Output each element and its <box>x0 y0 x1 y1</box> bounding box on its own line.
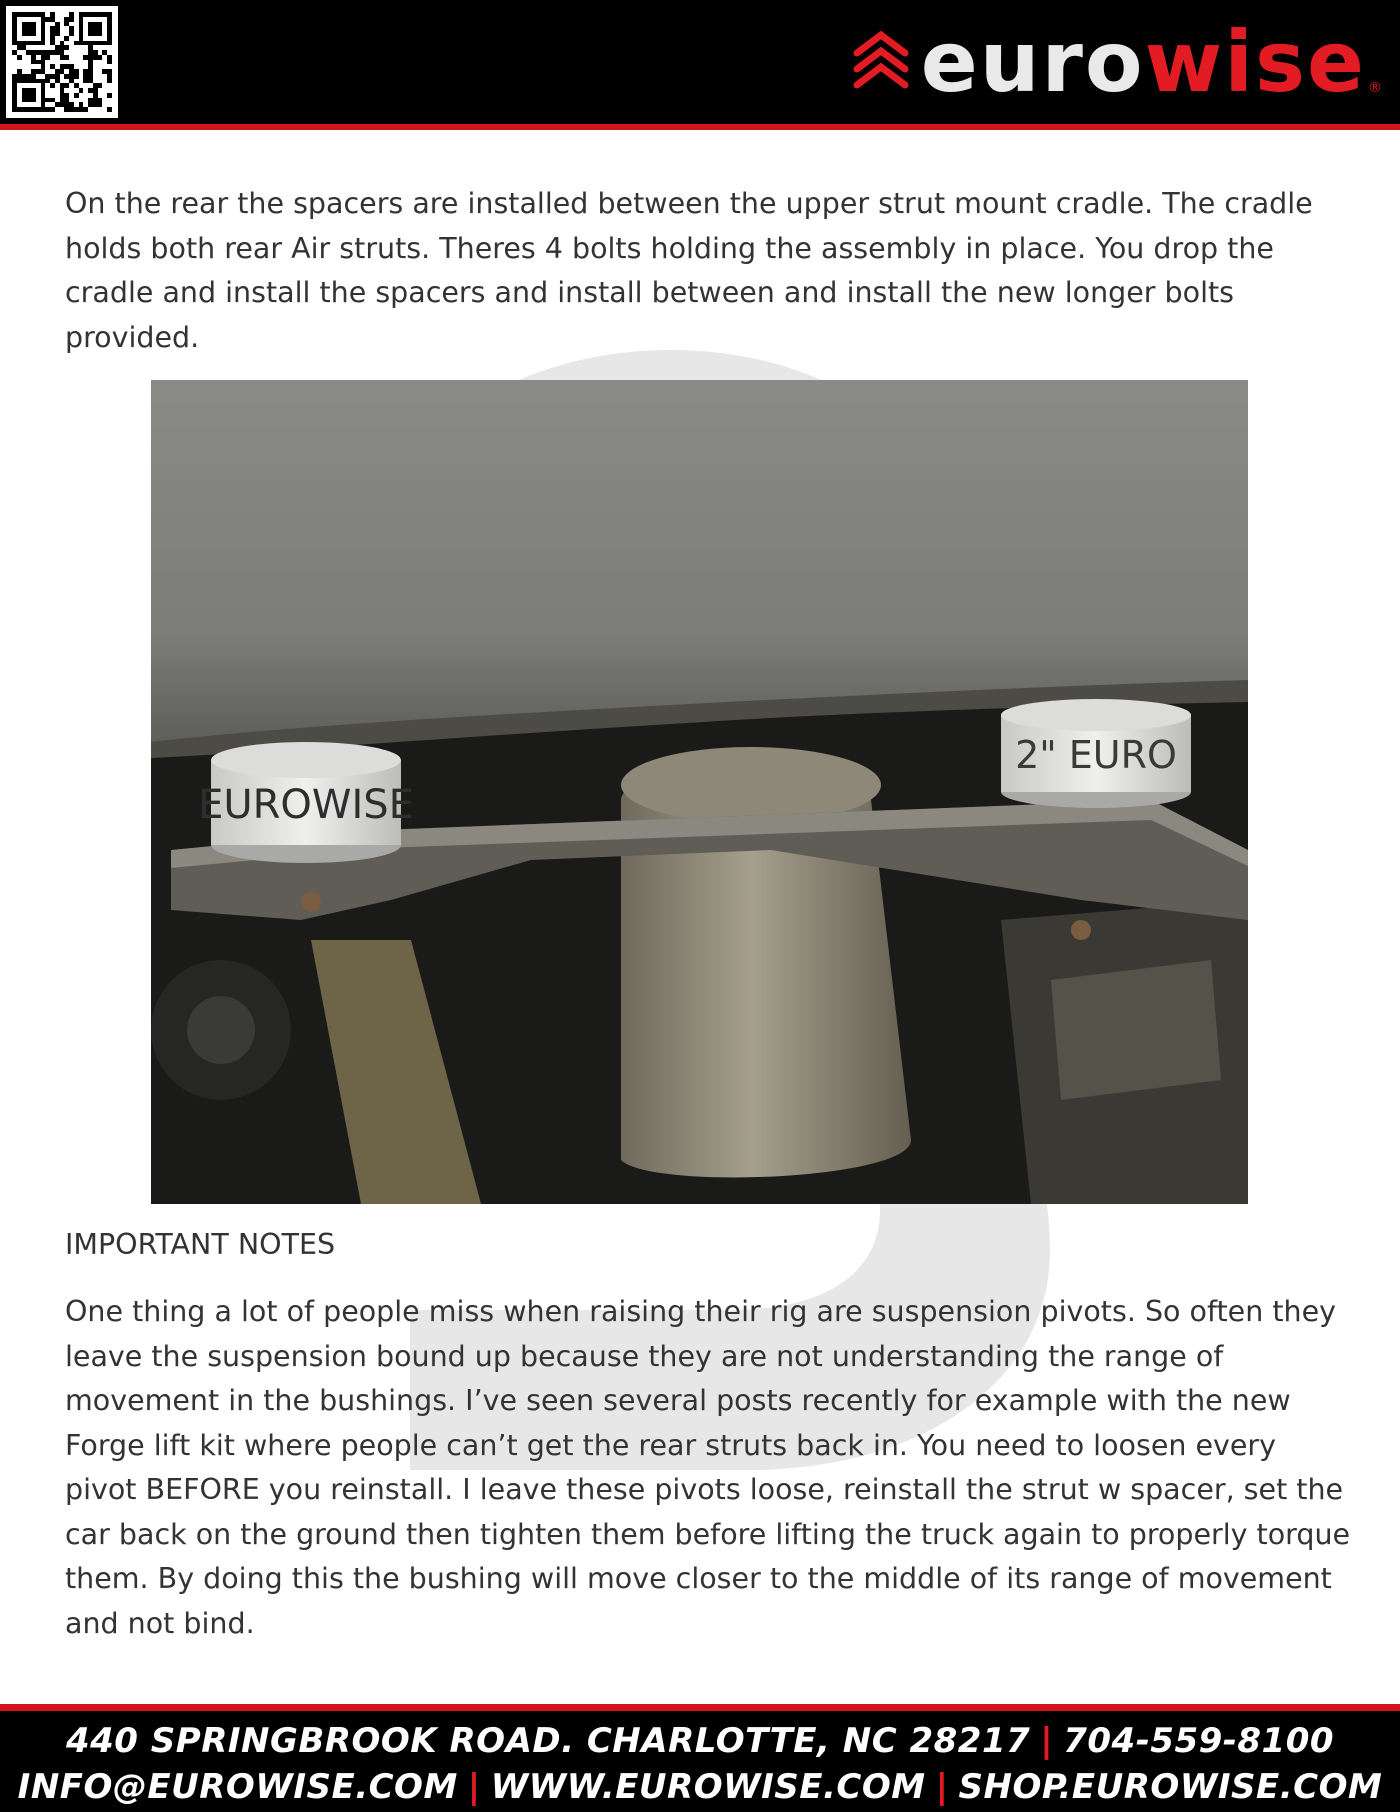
right-spacer <box>1001 699 1191 808</box>
footer-address-line <box>0 1721 1400 1761</box>
important-notes-heading: IMPORTANT NOTES <box>65 1228 336 1261</box>
footer-links-line <box>0 1767 1400 1807</box>
footer-separator: | <box>467 1767 481 1807</box>
eurowise-logo-mark-icon <box>843 23 921 101</box>
page-footer <box>0 1704 1400 1812</box>
footer-phone[interactable]: 704-559-8100 <box>1063 1721 1335 1761</box>
footer-website-link[interactable]: WWW.EUROWISE.COM <box>490 1767 926 1807</box>
intro-paragraph: On the rear the spacers are installed between the upper strut mount cradle. The cradle holds both rear Air struts. Theres 4 bolts holding the assembly in place. You drop the cradle and install the spacers and install between and install the new longer bolts provided. <box>65 187 1313 354</box>
intro-section <box>65 182 1345 360</box>
page-header <box>0 0 1400 130</box>
qr-code-icon[interactable] <box>6 6 118 118</box>
eurowise-logo[interactable] <box>843 14 1382 110</box>
left-spacer-label: EUROWISE <box>198 782 414 828</box>
right-spacer-label: 2" EURO <box>1015 733 1177 777</box>
qr-code-pattern <box>12 12 112 112</box>
footer-shop-link[interactable]: SHOP.EUROWISE.COM <box>958 1767 1383 1807</box>
registered-mark: ® <box>1368 80 1382 96</box>
rear-strut-spacers-photo <box>151 380 1248 1204</box>
logo-text-wise: wise <box>1144 13 1366 111</box>
footer-email-link[interactable]: INFO@EUROWISE.COM <box>17 1767 458 1807</box>
footer-separator: | <box>935 1767 949 1807</box>
footer-address: 440 SPRINGBROOK ROAD. CHARLOTTE, NC 28217 <box>65 1721 1031 1761</box>
logo-text-euro: euro <box>920 13 1145 111</box>
left-spacer <box>198 742 414 863</box>
footer-separator: | <box>1040 1721 1054 1761</box>
important-notes-paragraph: One thing a lot of people miss when raising their rig are suspension pivots. So often they leave the suspension bound up because they are not understanding the range of movement in the bushings. I’ve seen several posts recently for example with the new Forge lift kit where people can’t get the rear struts back in. You need to loosen every pivot BEFORE you reinstall. I leave these pivots loose, reinstall the strut w spacer, set the car back on the ground then tighten them before lifting the truck again to properly torque them. By doing this the bushing will move closer to the middle of its range of movement and not bind. <box>65 1295 1351 1640</box>
